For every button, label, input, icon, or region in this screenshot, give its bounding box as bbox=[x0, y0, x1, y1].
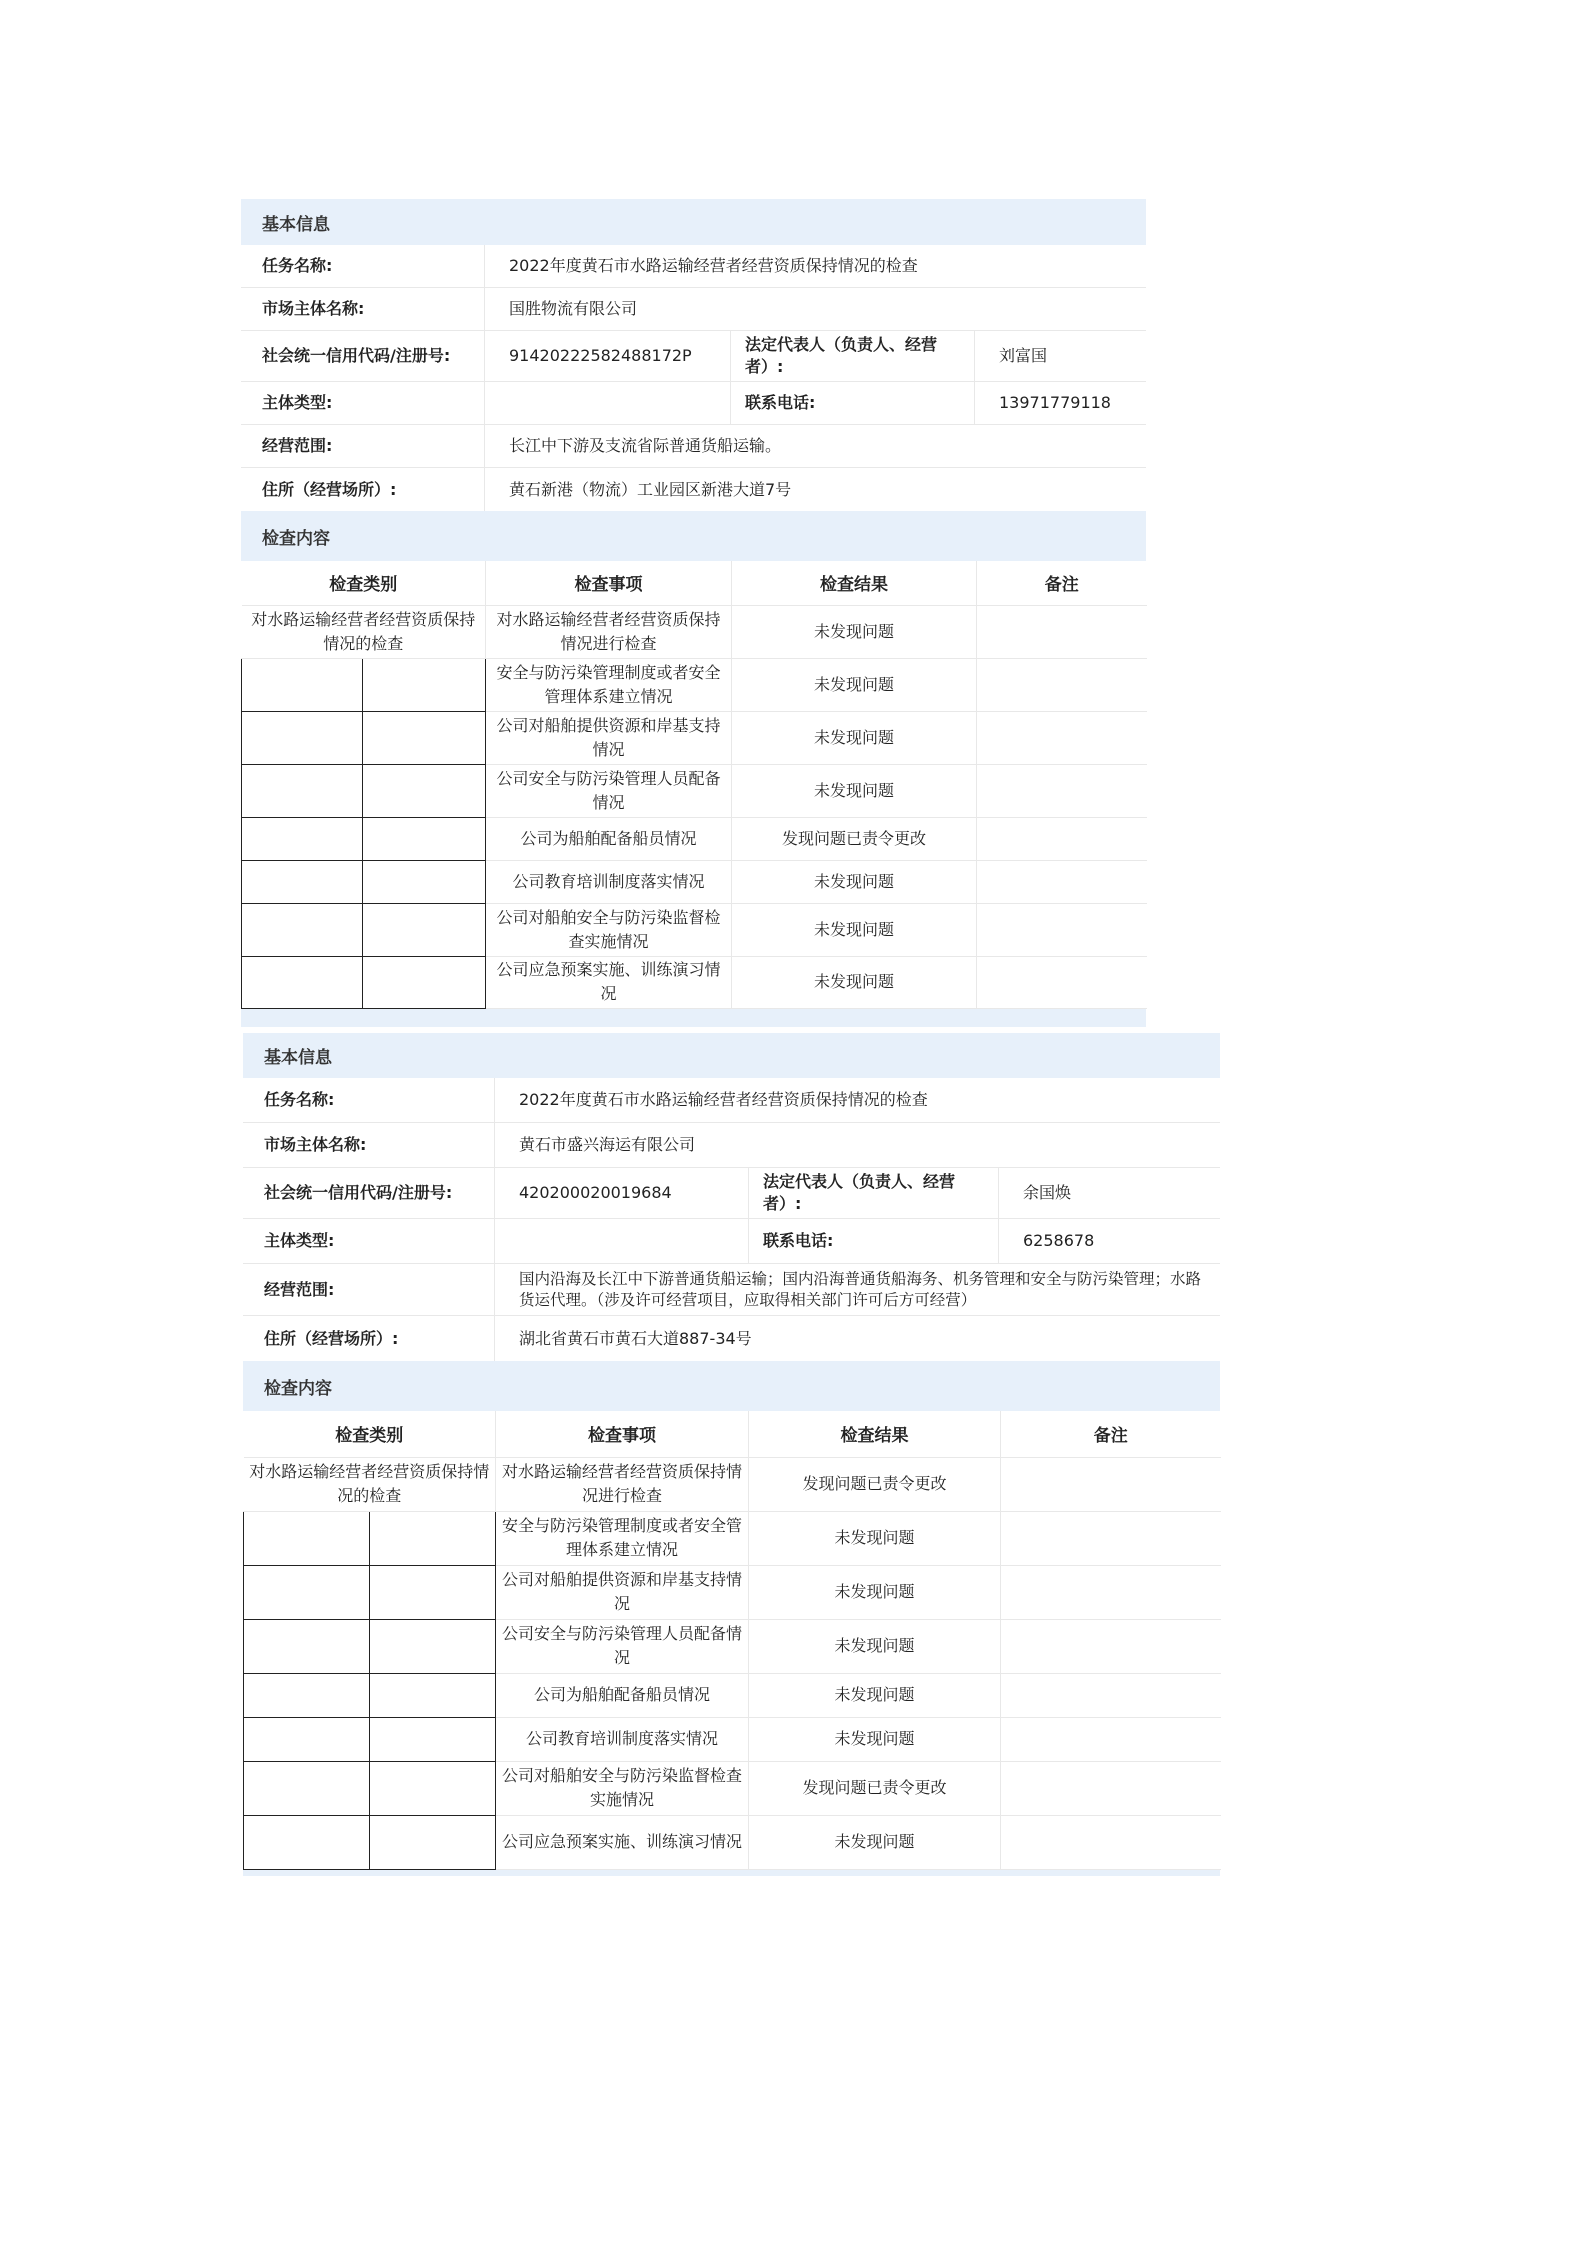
address-label: 住所（经营场所）: bbox=[243, 1316, 495, 1361]
item-cell: 公司为船舶配备船员情况 bbox=[486, 817, 732, 860]
empty-cell bbox=[244, 1717, 370, 1761]
empty-cell bbox=[242, 860, 363, 903]
item-cell: 公司应急预案实施、训练演习情况 bbox=[486, 956, 732, 1008]
table-row bbox=[244, 1457, 1221, 1511]
address-row bbox=[241, 468, 1146, 511]
note-cell bbox=[977, 658, 1147, 711]
entity-row bbox=[241, 288, 1146, 331]
note-cell bbox=[977, 903, 1147, 956]
empty-cell bbox=[363, 956, 486, 1008]
credit-row bbox=[243, 1168, 1220, 1219]
empty-cell bbox=[370, 1673, 496, 1717]
type-row bbox=[243, 1219, 1220, 1264]
result-cell: 未发现问题 bbox=[749, 1619, 1001, 1673]
type-value bbox=[485, 382, 730, 424]
table-row bbox=[244, 1673, 1221, 1717]
empty-cell bbox=[244, 1619, 370, 1673]
item-cell: 公司应急预案实施、训练演习情况 bbox=[496, 1815, 749, 1869]
note-cell bbox=[1001, 1761, 1221, 1815]
result-cell: 未发现问题 bbox=[732, 658, 977, 711]
credit-value: 420200020019684 bbox=[519, 1183, 672, 1203]
next-section-strip bbox=[241, 1009, 1146, 1027]
table-header-row bbox=[242, 561, 1147, 605]
empty-cell bbox=[244, 1815, 370, 1869]
result-cell: 未发现问题 bbox=[749, 1673, 1001, 1717]
note-cell bbox=[977, 764, 1147, 817]
entity-value: 国胜物流有限公司 bbox=[509, 299, 638, 319]
table-row bbox=[242, 764, 1147, 817]
entity-value: 黄石市盛兴海运有限公司 bbox=[519, 1135, 696, 1155]
empty-cell bbox=[242, 817, 363, 860]
scope-label: 经营范围: bbox=[241, 425, 485, 467]
col-note: 备注 bbox=[1001, 1411, 1221, 1457]
item-cell: 公司为船舶配备船员情况 bbox=[496, 1673, 749, 1717]
result-cell: 未发现问题 bbox=[749, 1565, 1001, 1619]
inspection-header: 检查内容 bbox=[241, 511, 1146, 561]
empty-cell bbox=[363, 764, 486, 817]
col-result: 检查结果 bbox=[749, 1411, 1001, 1457]
entity-label: 市场主体名称: bbox=[241, 288, 485, 330]
task-value: 2022年度黄石市水路运输经营者经营资质保持情况的检查 bbox=[509, 256, 918, 276]
empty-cell bbox=[363, 903, 486, 956]
item-cell: 公司安全与防污染管理人员配备情况 bbox=[486, 764, 732, 817]
empty-cell bbox=[370, 1619, 496, 1673]
table-row bbox=[244, 1815, 1221, 1869]
category-cell: 对水路运输经营者经营资质保持情况的检查 bbox=[242, 605, 486, 658]
result-cell: 未发现问题 bbox=[749, 1717, 1001, 1761]
empty-cell bbox=[242, 764, 363, 817]
phone-value: 13971779118 bbox=[999, 393, 1111, 413]
empty-cell bbox=[242, 658, 363, 711]
table-row bbox=[242, 605, 1147, 658]
entity-row bbox=[243, 1123, 1220, 1168]
scope-value: 长江中下游及支流省际普通货船运输。 bbox=[509, 436, 782, 456]
result-cell: 发现问题已责令更改 bbox=[749, 1457, 1001, 1511]
empty-cell bbox=[244, 1511, 370, 1565]
type-label: 主体类型: bbox=[241, 382, 485, 424]
table-row bbox=[242, 860, 1147, 903]
category-cell: 对水路运输经营者经营资质保持情况的检查 bbox=[244, 1457, 496, 1511]
empty-cell bbox=[242, 711, 363, 764]
note-cell bbox=[977, 711, 1147, 764]
empty-cell bbox=[363, 658, 486, 711]
item-cell: 公司教育培训制度落实情况 bbox=[496, 1717, 749, 1761]
empty-cell bbox=[242, 956, 363, 1008]
result-cell: 未发现问题 bbox=[749, 1815, 1001, 1869]
phone-label: 联系电话: bbox=[748, 1219, 999, 1263]
scope-label: 经营范围: bbox=[243, 1264, 495, 1315]
table-row bbox=[242, 711, 1147, 764]
empty-cell bbox=[242, 903, 363, 956]
empty-cell bbox=[370, 1511, 496, 1565]
item-cell: 安全与防污染管理制度或者安全管理体系建立情况 bbox=[496, 1511, 749, 1565]
credit-label: 社会统一信用代码/注册号: bbox=[241, 331, 485, 381]
col-result: 检查结果 bbox=[732, 561, 977, 605]
item-cell: 安全与防污染管理制度或者安全管理体系建立情况 bbox=[486, 658, 732, 711]
scope-value: 国内沿海及长江中下游普通货船运输；国内沿海普通货船海务、机务管理和安全与防污染管理；水路货运代理。（涉及许可经营项目，应取得相关部门许可后方可经营） bbox=[519, 1269, 1202, 1309]
note-cell bbox=[1001, 1457, 1221, 1511]
phone-value: 6258678 bbox=[1023, 1231, 1095, 1251]
table-header-row bbox=[244, 1411, 1221, 1457]
col-category: 检查类别 bbox=[242, 561, 486, 605]
inspection-header: 检查内容 bbox=[243, 1361, 1220, 1411]
note-cell bbox=[1001, 1619, 1221, 1673]
table-row bbox=[244, 1717, 1221, 1761]
empty-cell bbox=[363, 860, 486, 903]
col-category: 检查类别 bbox=[244, 1411, 496, 1457]
basic-info-header: 基本信息 bbox=[241, 199, 1146, 245]
task-row bbox=[241, 245, 1146, 288]
empty-cell bbox=[370, 1815, 496, 1869]
type-label: 主体类型: bbox=[243, 1219, 495, 1263]
note-cell bbox=[977, 605, 1147, 658]
inspection-table bbox=[243, 1411, 1221, 1870]
credit-label: 社会统一信用代码/注册号: bbox=[243, 1168, 495, 1218]
phone-label: 联系电话: bbox=[730, 382, 975, 424]
legal-rep-value: 刘富国 bbox=[999, 346, 1048, 366]
empty-cell bbox=[244, 1761, 370, 1815]
table-row bbox=[244, 1565, 1221, 1619]
result-cell: 未发现问题 bbox=[732, 711, 977, 764]
result-cell: 未发现问题 bbox=[732, 956, 977, 1008]
result-cell: 发现问题已责令更改 bbox=[749, 1761, 1001, 1815]
table-row bbox=[242, 956, 1147, 1008]
legal-rep-label: 法定代表人（负责人、经营者）: bbox=[748, 1168, 999, 1218]
item-cell: 公司教育培训制度落实情况 bbox=[486, 860, 732, 903]
note-cell bbox=[1001, 1565, 1221, 1619]
table-row bbox=[242, 903, 1147, 956]
credit-value: 91420222582488172P bbox=[509, 346, 692, 366]
empty-cell bbox=[244, 1673, 370, 1717]
inspection-record-2 bbox=[243, 1033, 1220, 1876]
address-value: 湖北省黄石市黄石大道887-34号 bbox=[519, 1328, 752, 1348]
note-cell bbox=[1001, 1673, 1221, 1717]
credit-row bbox=[241, 331, 1146, 382]
task-row bbox=[243, 1078, 1220, 1123]
address-label: 住所（经营场所）: bbox=[241, 468, 485, 511]
table-row bbox=[242, 658, 1147, 711]
item-cell: 对水路运输经营者经营资质保持情况进行检查 bbox=[496, 1457, 749, 1511]
scope-row bbox=[241, 425, 1146, 468]
result-cell: 未发现问题 bbox=[732, 860, 977, 903]
note-cell bbox=[977, 817, 1147, 860]
item-cell: 公司安全与防污染管理人员配备情况 bbox=[496, 1619, 749, 1673]
task-value: 2022年度黄石市水路运输经营者经营资质保持情况的检查 bbox=[519, 1090, 928, 1110]
result-cell: 发现问题已责令更改 bbox=[732, 817, 977, 860]
table-row bbox=[244, 1619, 1221, 1673]
table-row bbox=[244, 1761, 1221, 1815]
scope-row bbox=[243, 1264, 1220, 1316]
col-note: 备注 bbox=[977, 561, 1147, 605]
empty-cell bbox=[370, 1761, 496, 1815]
empty-cell bbox=[370, 1717, 496, 1761]
entity-label: 市场主体名称: bbox=[243, 1123, 495, 1167]
legal-rep-label: 法定代表人（负责人、经营者）: bbox=[730, 331, 975, 381]
table-row bbox=[242, 817, 1147, 860]
item-cell: 公司对船舶安全与防污染监督检查实施情况 bbox=[486, 903, 732, 956]
item-cell: 对水路运输经营者经营资质保持情况进行检查 bbox=[486, 605, 732, 658]
note-cell bbox=[977, 860, 1147, 903]
result-cell: 未发现问题 bbox=[749, 1511, 1001, 1565]
legal-rep-value: 余国焕 bbox=[1023, 1183, 1072, 1203]
item-cell: 公司对船舶安全与防污染监督检查实施情况 bbox=[496, 1761, 749, 1815]
address-value: 黄石新港（物流）工业园区新港大道7号 bbox=[509, 479, 792, 499]
note-cell bbox=[977, 956, 1147, 1008]
note-cell bbox=[1001, 1815, 1221, 1869]
result-cell: 未发现问题 bbox=[732, 764, 977, 817]
note-cell bbox=[1001, 1511, 1221, 1565]
empty-cell bbox=[370, 1565, 496, 1619]
bottom-strip bbox=[243, 1870, 1220, 1876]
empty-cell bbox=[363, 817, 486, 860]
empty-cell bbox=[363, 711, 486, 764]
task-label: 任务名称: bbox=[241, 245, 485, 287]
item-cell: 公司对船舶提供资源和岸基支持情况 bbox=[496, 1565, 749, 1619]
result-cell: 未发现问题 bbox=[732, 605, 977, 658]
item-cell: 公司对船舶提供资源和岸基支持情况 bbox=[486, 711, 732, 764]
col-item: 检查事项 bbox=[496, 1411, 749, 1457]
result-cell: 未发现问题 bbox=[732, 903, 977, 956]
note-cell bbox=[1001, 1717, 1221, 1761]
address-row bbox=[243, 1316, 1220, 1361]
type-value bbox=[495, 1219, 748, 1263]
basic-info-header: 基本信息 bbox=[243, 1033, 1220, 1078]
table-row bbox=[244, 1511, 1221, 1565]
inspection-table bbox=[241, 561, 1147, 1009]
type-row bbox=[241, 382, 1146, 425]
col-item: 检查事项 bbox=[486, 561, 732, 605]
empty-cell bbox=[244, 1565, 370, 1619]
inspection-record-1 bbox=[241, 199, 1146, 1027]
task-label: 任务名称: bbox=[243, 1078, 495, 1122]
